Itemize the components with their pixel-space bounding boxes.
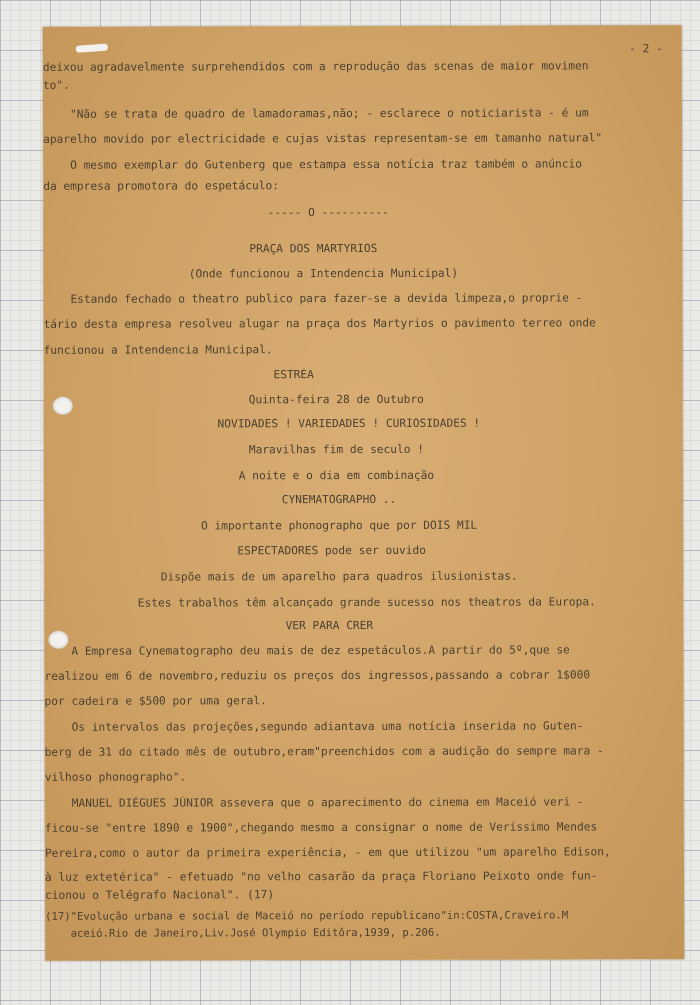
- text-line: à luz extetérica" - efetuado "no velho casarão da praça Floriano Peixoto onde fun-: [44, 869, 598, 884]
- text-line: Estando fechado o theatro publico para fazer-se a devida limpeza,o proprie -: [43, 291, 583, 306]
- text-line: MANUEL DIÉGUES JÚNIOR assevera que o aparecimento do cinema em Maceió veri -: [44, 795, 584, 810]
- text-line: cionou o Telégrafo Nacional". (17): [45, 888, 275, 902]
- text-line: tário desta empresa resolveu alugar na praça dos Martyrios o pavimento terreo onde: [43, 316, 596, 331]
- footnote-line: (17)"Evolução urbana e social de Maceió no período republicano"in:COSTA,Craveiro.M: [45, 909, 569, 923]
- announcement-noite: A noite e o dia em combinação: [238, 468, 435, 483]
- text-line: "Não se trata de quadro de lamadoramas,não; - esclarece o noticiarista - é um: [42, 106, 589, 121]
- text-line: Os intervalos das projeções,segundo adiantava uma notícia inserida no Guten-: [44, 719, 584, 734]
- announcement-phonographo: O importante phonographo que por DOIS MIL: [200, 518, 478, 533]
- text-line: berg de 31 do citado mês de outubro,eram"preenchidos com a audição do sempre mara -: [44, 744, 604, 759]
- footnote-line: aceió.Rio de Janeiro,Liv.José Olympio Editôra,1939, p.206.: [45, 926, 441, 940]
- text-line: vilhoso phonographo".: [44, 770, 187, 784]
- text-line: aparelho movido por electricidade e cujas vistas representam-se em tamanho natural": [43, 131, 603, 146]
- announcement-maravilhas: Maravilhas fim de seculo !: [248, 442, 424, 457]
- text-line: ficou-se "entre 1890 e 1900",chegando mesmo a consignar o nome de Veríssimo Mendes: [44, 820, 598, 835]
- text-line: O mesmo exemplar do Gutenberg que estampa essa notícia traz também o anúncio: [43, 157, 582, 172]
- announcement-novidades: NOVIDADES ! VARIEDADES ! CURIOSIDADES !: [217, 416, 481, 431]
- text-line: deixou agradavelmente surprehendidos com a reprodução das scenas de maior movimen: [42, 59, 589, 74]
- text-line: to".: [42, 78, 70, 92]
- announcement-espectadores: ESPECTADORES pode ser ouvido: [237, 543, 426, 558]
- text-line: A Empresa Cynematographo deu mais de dez espetáculos.A partir do 5º,que se: [44, 643, 570, 658]
- announcement-heading: PRAÇA DOS MARTYRIOS: [249, 241, 378, 256]
- announcement-dispoe: Dispõe mais de um aparelho para quadros ilusionistas.: [160, 569, 518, 584]
- text-line: por cadeira e $500 por uma geral.: [44, 694, 267, 708]
- text-line: realizou em 6 de novembro,reduziu os preços dos ingressos,passando a cobrar 1$000: [44, 668, 591, 683]
- announcement-ver-para-crer: VER PARA CRER: [285, 618, 374, 633]
- document-page: [43, 25, 684, 961]
- announcement-cinematographo: CYNEMATOGRAPHO ..: [281, 492, 397, 507]
- text-line: funcionou a Intendencia Municipal.: [43, 343, 273, 357]
- announcement-trabalhos: Estes trabalhos têm alcançado grande sucesso nos theatros da Europa.: [137, 595, 596, 610]
- announcement-subheading: (Onde funcionou a Intendencia Municipal): [188, 266, 459, 281]
- text-line: Pereira,como o autor da primeira experiência, - em que utilizou "um aparelho Edison,: [44, 845, 611, 860]
- announcement-estreia: ESTRÉA: [273, 368, 314, 382]
- separator: ----- O ----------: [267, 205, 389, 220]
- announcement-date: Quinta-feira 28 de Outubro: [248, 392, 424, 407]
- page-number: - 2 -: [629, 42, 663, 56]
- text-line: da empresa promotora do espetáculo:: [43, 179, 279, 193]
